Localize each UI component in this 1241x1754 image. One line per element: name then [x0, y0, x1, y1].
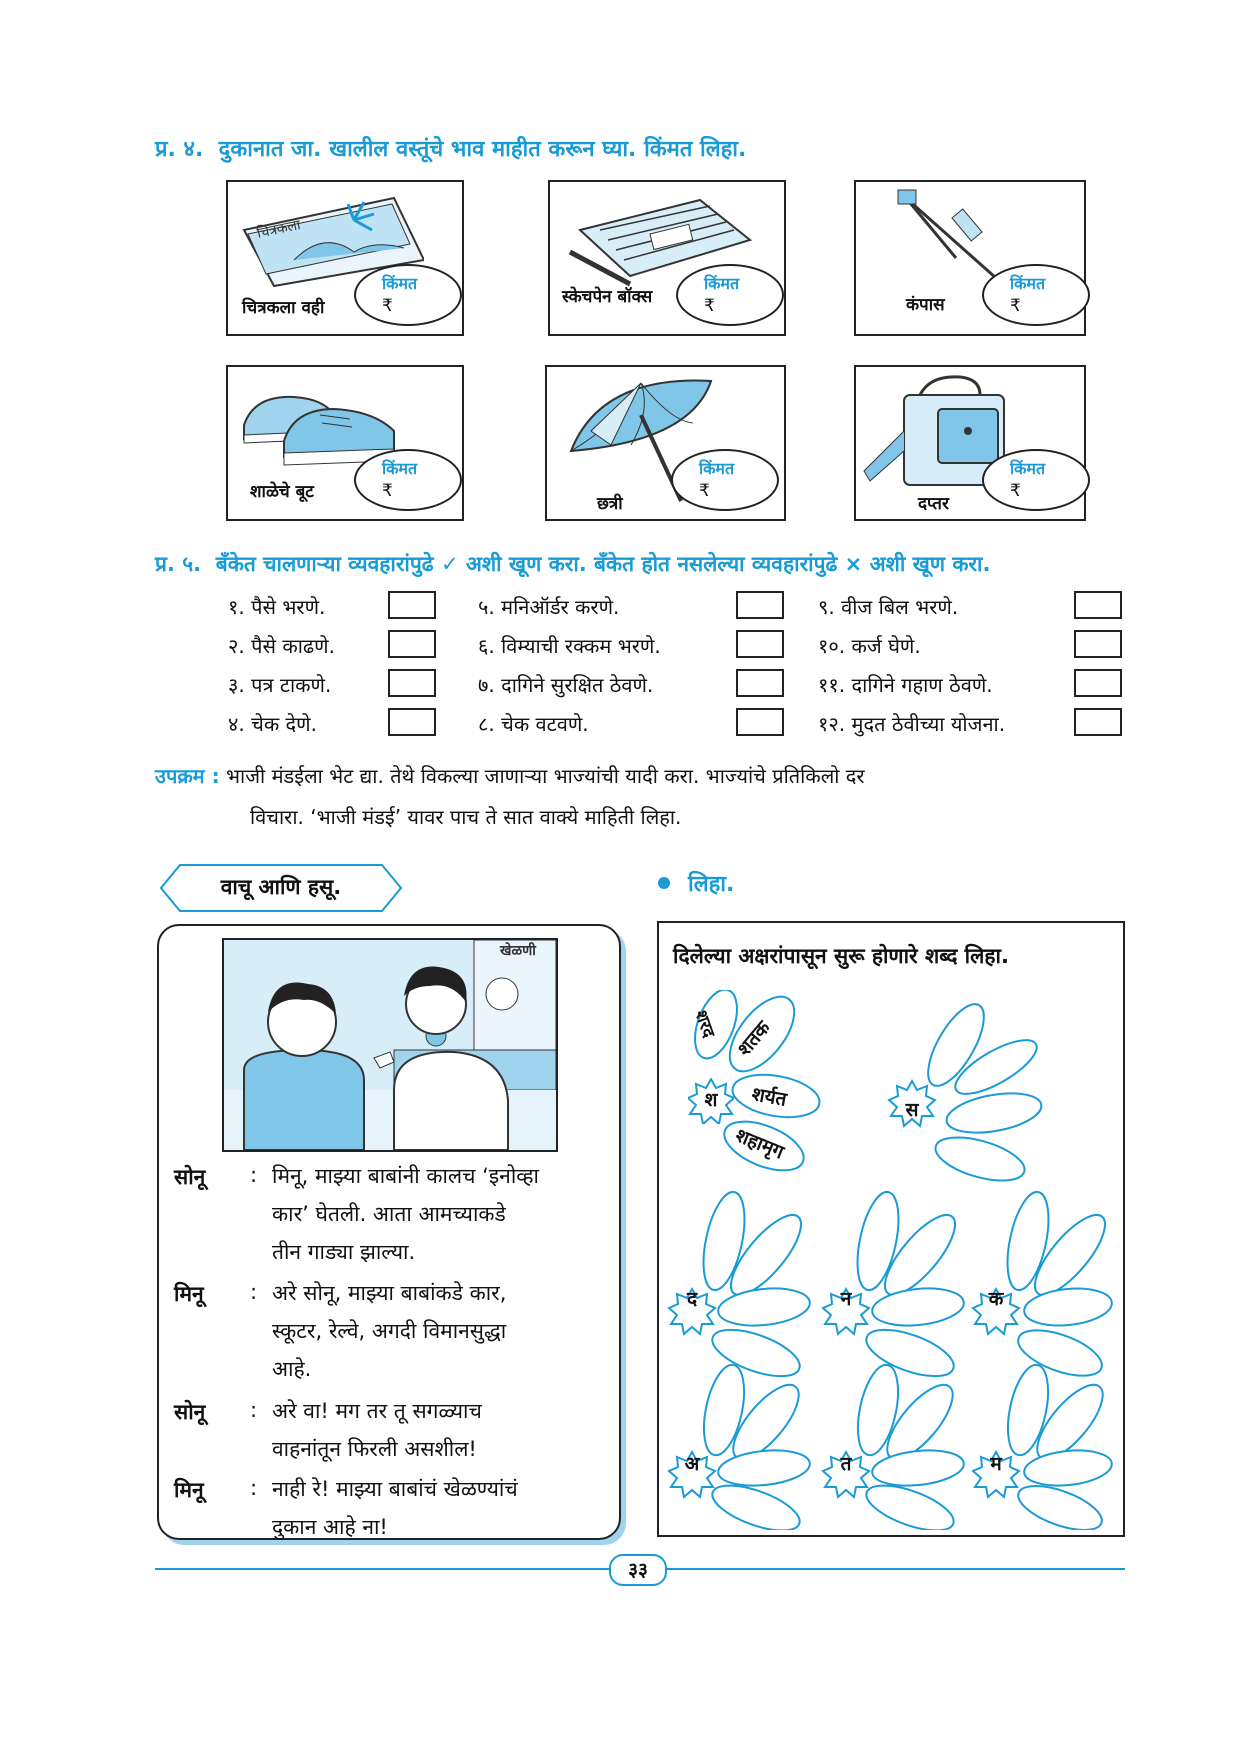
item-card-compass: [854, 180, 1086, 336]
flower-letter: न: [840, 1288, 852, 1310]
q5-title-part3: अशी खूण करा.: [869, 552, 991, 576]
item-label: दप्तर: [918, 494, 949, 514]
cross-mark-icon: ×: [844, 552, 863, 576]
q4-heading: [155, 133, 746, 163]
item-label: शाळेचे बूट: [250, 482, 314, 502]
example-word: शहामृग: [732, 1124, 787, 1164]
activity-line: भाजी मंडईला भेट द्या. तेथे विकल्या जाणाऱ्या भाज्यांची यादी करा. भाज्यांचे प्रतिकिलो दर: [225, 764, 865, 788]
speaker-name: सोनू: [174, 1400, 206, 1424]
item-label: छत्री: [597, 494, 623, 514]
word-flower[interactable]: [666, 1360, 816, 1530]
dialogue-line-group: [272, 1470, 608, 1546]
flower-letter: म: [990, 1453, 1002, 1475]
q4-title: दुकानात जा. खालील वस्तूंचे भाव माहीत करून घ्या. किंमत लिहा.: [218, 137, 747, 162]
word-flower[interactable]: [876, 995, 1056, 1195]
q5-item: ४. चेक देणे.: [228, 712, 317, 736]
dialogue-line: वाहनांतून फिरली असशील!: [272, 1437, 477, 1461]
example-word: शर्यत: [750, 1083, 789, 1111]
q5-checkbox[interactable]: [388, 630, 436, 658]
speaker-colon: :: [250, 1476, 258, 1500]
dialogue-line: अरे वा! मग तर तू सगळ्याच: [272, 1399, 482, 1423]
flower-letter: अ: [684, 1453, 700, 1475]
price-oval[interactable]: [676, 264, 784, 326]
speaker-colon: :: [250, 1163, 258, 1187]
q5-item: ५. मनिऑर्डर करणे.: [478, 595, 620, 619]
dialogue-line-group: [272, 1274, 608, 1388]
q5-checkbox[interactable]: [736, 669, 784, 697]
bullet-icon: [658, 877, 670, 889]
flower-letter: श: [704, 1089, 718, 1111]
dialogue-line: अरे सोनू, माझ्या बाबांकडे कार,: [272, 1281, 507, 1305]
example-word: शरद: [690, 1007, 719, 1041]
dialogue-line: मिनू, माझ्या बाबांनी कालच ‘इनोव्हा: [272, 1164, 539, 1188]
q5-item: १. पैसे भरणे.: [228, 595, 326, 619]
q5-checkbox[interactable]: [736, 708, 784, 736]
price-label: किंमत: [1010, 459, 1046, 478]
item-card-sketchpen-box: [548, 180, 786, 336]
q5-title-part2: अशी खूण करा. बँकेत होत नसलेल्या व्यवहारांपुढे: [465, 552, 838, 576]
speaker-name: मिनू: [174, 1282, 204, 1306]
q5-item: ९. वीज बिल भरणे.: [818, 595, 959, 619]
dialogue-line: दुकान आहे ना!: [272, 1515, 388, 1539]
example-word: शतक: [733, 1016, 775, 1061]
dialogue-line-group: [272, 1392, 608, 1468]
item-card-shoes: [226, 365, 464, 521]
item-card-umbrella: [545, 365, 786, 521]
svg-text:चित्रकला: चित्रकला: [255, 217, 302, 242]
rupee-sign: ₹: [704, 296, 715, 316]
word-flower[interactable]: [970, 1360, 1120, 1530]
write-instruction: दिलेल्या अक्षरांपासून सुरू होणारे शब्द लिहा.: [673, 944, 1009, 968]
price-label: किंमत: [699, 459, 735, 478]
speaker-name: मिनू: [174, 1478, 204, 1502]
price-oval[interactable]: [354, 449, 462, 511]
activity-block: [155, 757, 1125, 795]
rupee-sign: ₹: [382, 481, 393, 501]
q5-item: ११. दागिने गहाण ठेवणे.: [818, 673, 993, 697]
flower-letter: क: [988, 1288, 1004, 1310]
price-oval[interactable]: [354, 264, 462, 326]
q5-item: ७. दागिने सुरक्षित ठेवणे.: [478, 673, 654, 697]
price-oval[interactable]: [982, 264, 1090, 326]
rupee-sign: ₹: [382, 296, 393, 316]
item-label: कंपास: [906, 295, 945, 315]
read-laugh-banner: वाचू आणि हसू.: [220, 875, 342, 899]
q5-item: १०. कर्ज घेणे.: [818, 634, 921, 658]
q5-heading: [155, 550, 990, 578]
speaker-colon: :: [250, 1280, 258, 1304]
q5-checkbox[interactable]: [1074, 708, 1122, 736]
dialogue-line: कार’ घेतली. आता आमच्याकडे: [272, 1202, 506, 1226]
price-label: किंमत: [1010, 274, 1046, 293]
speaker-name: सोनू: [174, 1165, 206, 1189]
item-label: स्केचपेन बॉक्स: [562, 287, 653, 307]
flower-letter: त: [840, 1453, 852, 1475]
dialogue-line: तीन गाड्या झाल्या.: [272, 1240, 416, 1264]
item-label: चित्रकला वही: [242, 298, 325, 318]
price-oval[interactable]: [982, 449, 1090, 511]
activity-line: विचारा. ‘भाजी मंडई’ यावर पाच ते सात वाक्ये माहिती लिहा.: [250, 805, 682, 829]
rupee-sign: ₹: [699, 481, 710, 501]
item-card-school-bag: [854, 365, 1086, 521]
price-label: किंमत: [382, 274, 418, 293]
q5-item: २. पैसे काढणे.: [228, 634, 335, 658]
shop-sign: खेळणी: [500, 943, 536, 959]
activity-label: उपक्रम :: [155, 764, 220, 788]
q5-checkbox[interactable]: [388, 669, 436, 697]
children-cartoon-icon: [224, 940, 556, 1150]
word-flower[interactable]: [820, 1360, 970, 1530]
write-heading: लिहा.: [688, 872, 735, 897]
flower-letter: द: [686, 1288, 698, 1310]
rupee-sign: ₹: [1010, 481, 1021, 501]
page-number: ३३: [609, 1554, 667, 1586]
q5-title-part1: बँकेत चालणाऱ्या व्यवहारांपुढे: [215, 552, 434, 576]
q5-checkbox[interactable]: [1074, 669, 1122, 697]
q5-item: ६. विम्याची रक्कम भरणे.: [478, 634, 661, 658]
q5-checkbox[interactable]: [388, 591, 436, 619]
dialogue-line: स्कूटर, रेल्वे, अगदी विमानसुद्धा: [272, 1319, 507, 1343]
q5-checkbox[interactable]: [1074, 591, 1122, 619]
dialogue-line-group: [272, 1157, 608, 1271]
tick-mark-icon: ✓: [440, 552, 459, 576]
price-label: किंमत: [704, 274, 740, 293]
q5-checkbox[interactable]: [388, 708, 436, 736]
q5-item: ३. पत्र टाकणे.: [228, 673, 332, 697]
dialogue-line: नाही रे! माझ्या बाबांचं खेळण्यांचं: [272, 1477, 518, 1501]
q5-item: ८. चेक वटवणे.: [478, 712, 589, 736]
compass-icon: [876, 188, 1016, 288]
speaker-colon: :: [250, 1398, 258, 1422]
q5-item: १२. मुदत ठेवीच्या योजना.: [818, 712, 1006, 736]
dialogue-line: आहे.: [272, 1357, 312, 1381]
cartoon-illustration: [222, 938, 558, 1152]
q5-number: प्र. ५.: [155, 552, 202, 576]
price-oval[interactable]: [671, 449, 779, 511]
item-card-drawing-book: [226, 180, 464, 336]
price-label: किंमत: [382, 459, 418, 478]
q5-checkbox[interactable]: [1074, 630, 1122, 658]
q5-checkbox[interactable]: [736, 591, 784, 619]
q5-checkbox[interactable]: [736, 630, 784, 658]
flower-letter: स: [905, 1099, 919, 1121]
q4-number: प्र. ४.: [155, 137, 204, 162]
rupee-sign: ₹: [1010, 296, 1021, 316]
